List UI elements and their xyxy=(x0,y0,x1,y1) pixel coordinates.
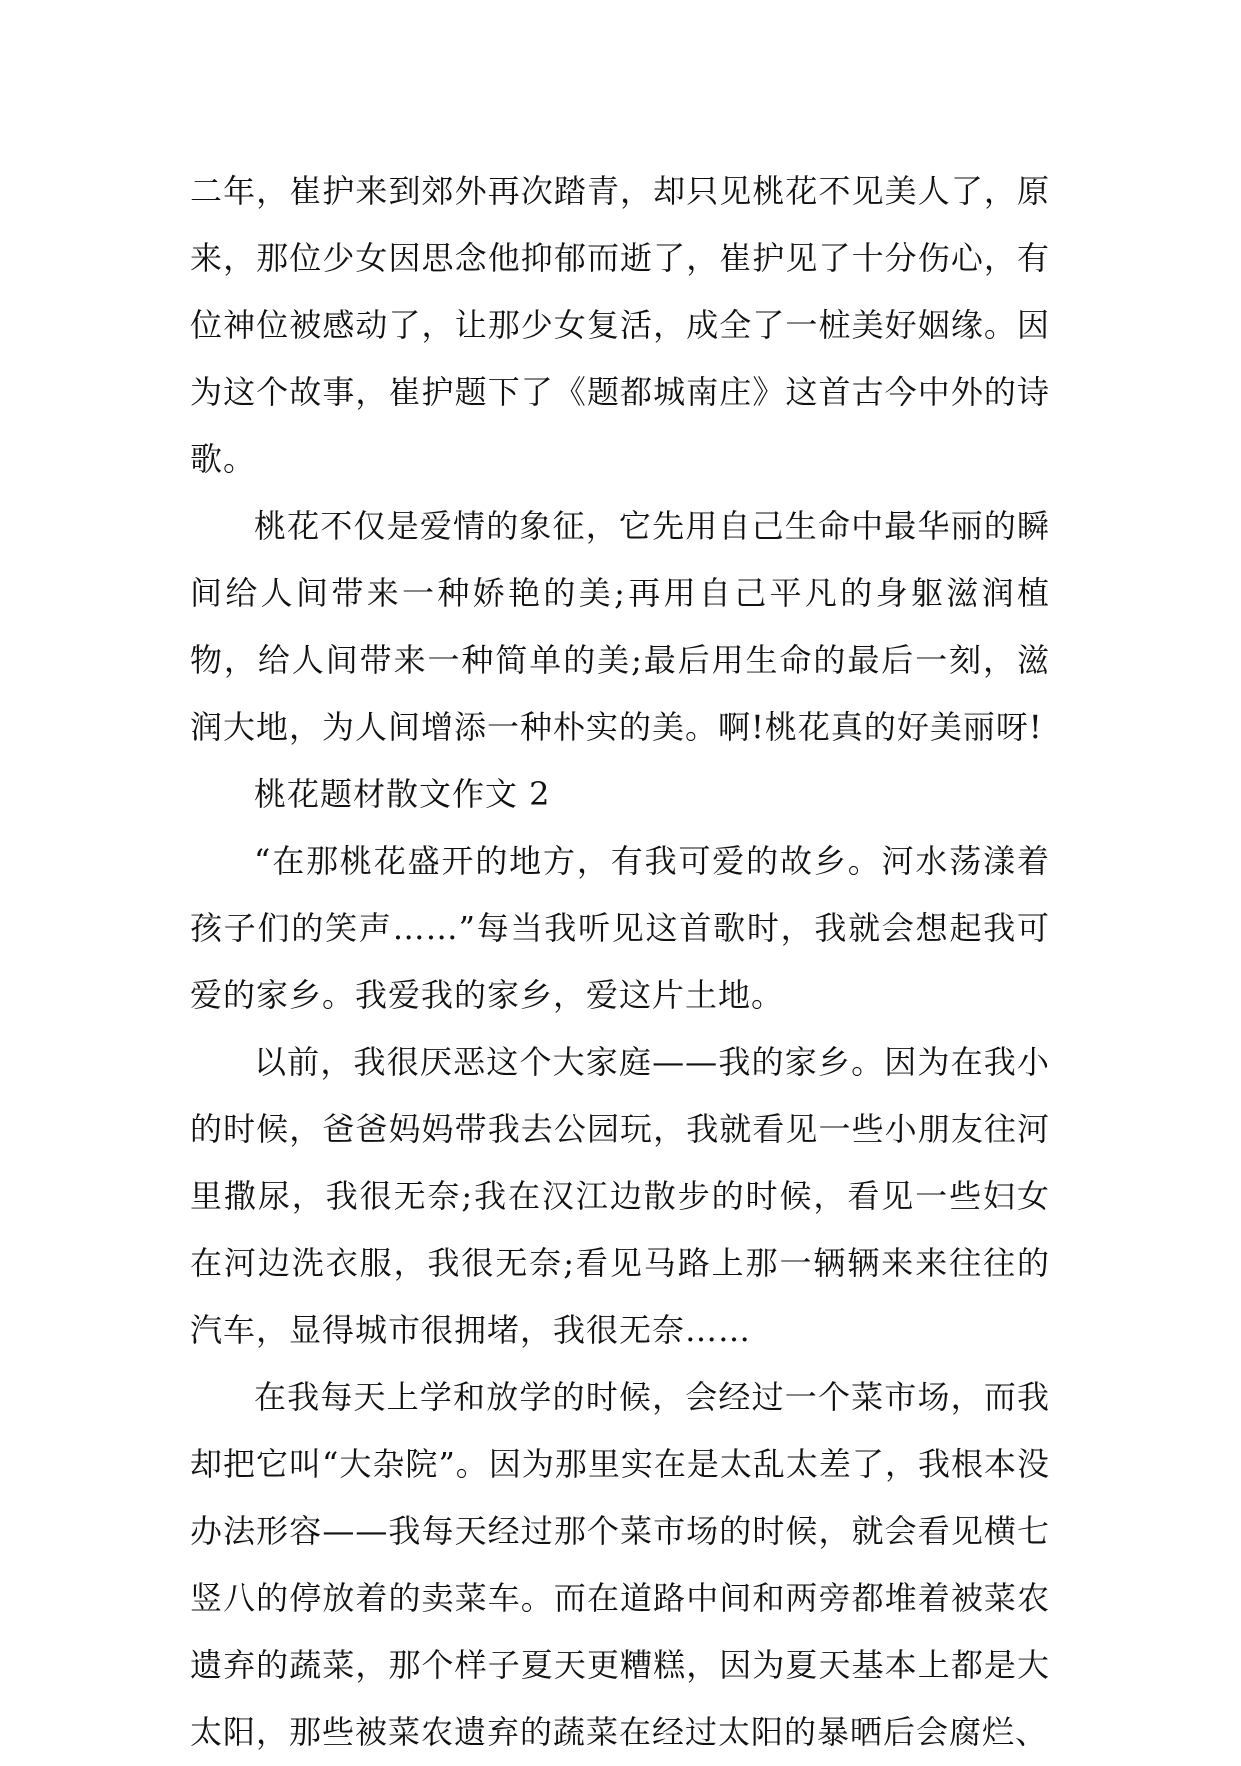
paragraph-3: “在那桃花盛开的地方，有我可爱的故乡。河水荡漾着孩子们的笑声……”每当我听见这首歌时，我就会想起我可爱的家乡。我爱我的家乡，爱这片土地。 xyxy=(190,842,1050,1014)
body-text xyxy=(190,158,1050,1766)
paragraph-1: 二年，崔护来到郊外再次踏青，却只见桃花不见美人了，原来，那位少女因思念他抑郁而逝了，崔护见了十分伤心，有位神位被感动了，让那少女复活，成全了一桩美好姻缘。因为这个故事，崔护题下了《题都城南庄》这首古今中外的诗歌。 xyxy=(190,172,1050,478)
section-heading: 桃花题材散文作文 2 xyxy=(254,775,551,813)
paragraph-5: 在我每天上学和放学的时候，会经过一个菜市场，而我却把它叫“大杂院”。因为那里实在是太乱太差了，我根本没办法形容——我每天经过那个菜市场的时候，就会看见横七竖八的停放着的卖菜车。而在道路中间和两旁都堆着被菜农遗弃的蔬菜，那个样子夏天更糟糕，因为夏天基本上都是大太阳，那些被菜农遗弃的蔬菜在经过太阳的暴晒后会腐烂、 xyxy=(190,1378,1050,1751)
paragraph-4: 以前，我很厌恶这个大家庭——我的家乡。因为在我小的时候，爸爸妈妈带我去公园玩，我就看见一些小朋友往河里撒尿，我很无奈;我在汉江边散步的时候，看见一些妇女在河边洗衣服，我很无奈;看见马路上那一辆辆来来往往的汽车，显得城市很拥堵，我很无奈…… xyxy=(190,1043,1050,1349)
paragraph-2: 桃花不仅是爱情的象征，它先用自己生命中最华丽的瞬间给人间带来一种娇艳的美;再用自己平凡的身躯滋润植物，给人间带来一种简单的美;最后用生命的最后一刻，滋润大地，为人间增添一种朴实的美。啊!桃花真的好美丽呀! xyxy=(190,507,1050,746)
